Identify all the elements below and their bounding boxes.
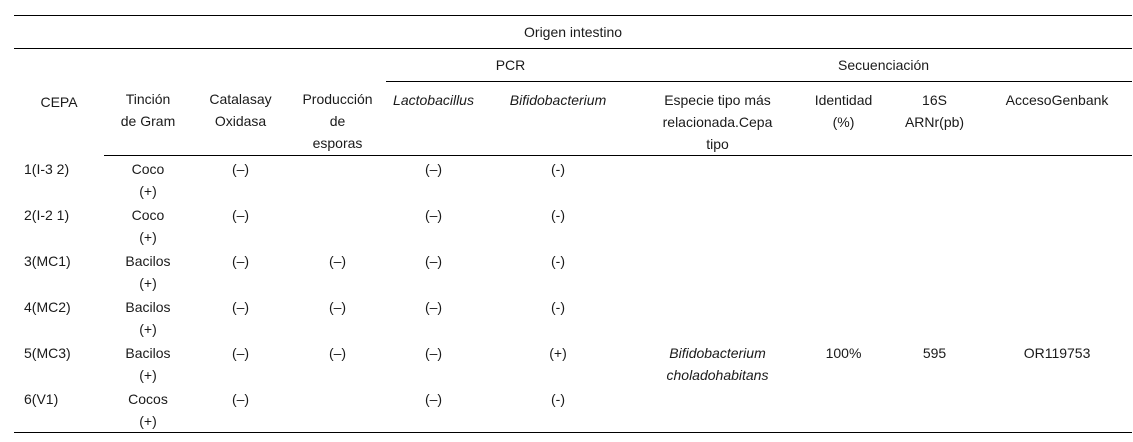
header-produccion-line1: Producción <box>302 91 373 107</box>
header-especie-line1: Especie tipo más <box>664 92 771 108</box>
gram-value: Cocos <box>128 391 168 407</box>
esporas-value: (–) <box>328 345 347 361</box>
cepa-cell <box>14 156 104 203</box>
bifido-value: (-) <box>551 391 565 407</box>
lacto-value: (–) <box>424 207 443 223</box>
header-catalasa <box>192 49 289 156</box>
gram-cell <box>104 156 192 203</box>
esporas-cell <box>289 248 386 294</box>
catalasa-cell <box>192 294 289 340</box>
identidad-cell <box>800 294 887 340</box>
cepa-value: 3(MC1) <box>24 253 71 269</box>
table-row <box>14 202 1132 248</box>
catalasa-value: (–) <box>231 391 250 407</box>
arn-cell <box>887 386 982 433</box>
cepa-value: 5(MC3) <box>24 345 71 361</box>
gram-value: (+) <box>139 229 157 245</box>
gram-cell <box>104 386 192 433</box>
catalasa-value: (–) <box>231 299 250 315</box>
esporas-cell <box>289 202 386 248</box>
lacto-cell <box>386 202 481 248</box>
table-row <box>14 340 1132 386</box>
acceso-cell <box>982 202 1132 248</box>
cepa-cell <box>14 202 104 248</box>
especie-cell <box>635 386 800 433</box>
lacto-cell <box>386 248 481 294</box>
table-row <box>14 386 1132 433</box>
especie-cell <box>635 340 800 386</box>
catalasa-cell <box>192 248 289 294</box>
esporas-cell <box>289 156 386 203</box>
gram-value: Bacilos <box>125 299 171 315</box>
gram-cell <box>104 248 192 294</box>
header-acceso: AccesoGenbank <box>982 82 1132 156</box>
especie-cell <box>635 156 800 203</box>
header-catalasa-line1: Catalasay <box>209 91 272 107</box>
gram-cell <box>104 294 192 340</box>
header-identidad-line2: (%) <box>832 114 855 130</box>
lacto-value: (–) <box>424 345 443 361</box>
lacto-value: (–) <box>424 253 443 269</box>
identidad-value: 100% <box>825 345 862 361</box>
origin-title: Origen intestino <box>14 16 1132 49</box>
header-cepa: CEPA <box>40 94 78 111</box>
acceso-value: OR119753 <box>1023 345 1091 361</box>
header-especie <box>635 82 800 156</box>
header-tincion-line1: Tinción <box>125 91 171 107</box>
bifido-cell <box>481 294 635 340</box>
header-tincion <box>104 49 192 156</box>
cepa-cell <box>14 386 104 433</box>
bifido-value: (-) <box>551 207 565 223</box>
arn-cell <box>887 294 982 340</box>
gram-value: (+) <box>139 275 157 291</box>
catalasa-value: (–) <box>231 253 250 269</box>
lacto-cell <box>386 156 481 203</box>
gram-value: Coco <box>131 161 165 177</box>
arn-cell <box>887 156 982 203</box>
gram-value: (+) <box>139 183 157 199</box>
bifido-value: (+) <box>549 345 567 361</box>
bifido-value: (-) <box>551 299 565 315</box>
especie-cell <box>635 294 800 340</box>
acceso-cell <box>982 156 1132 203</box>
header-especie-line3: tipo <box>706 136 729 152</box>
cepa-value: 6(V1) <box>24 391 59 407</box>
esporas-value: (–) <box>328 253 347 269</box>
catalasa-cell <box>192 386 289 433</box>
catalasa-cell <box>192 156 289 203</box>
catalasa-cell <box>192 340 289 386</box>
cepa-value: 1(I-3 2) <box>24 160 70 177</box>
identidad-cell <box>800 248 887 294</box>
table-row <box>14 248 1132 294</box>
header-arn-line1: 16S <box>922 92 947 108</box>
arn-cell <box>887 248 982 294</box>
especie-value: Bifidobacterium <box>669 345 766 361</box>
cepa-cell <box>14 248 104 294</box>
table-row <box>14 294 1132 340</box>
catalasa-value: (–) <box>231 207 250 223</box>
bifido-cell <box>481 340 635 386</box>
header-especie-line2: relacionada.Cepa <box>662 114 773 130</box>
especie-value: choladohabitans <box>666 367 769 383</box>
identidad-cell <box>800 202 887 248</box>
lacto-value: (–) <box>424 391 443 407</box>
header-arn-line2: ARNr(pb) <box>904 114 965 130</box>
arn-value: 595 <box>922 345 947 361</box>
group-pcr: PCR <box>386 49 635 82</box>
catalasa-cell <box>192 202 289 248</box>
esporas-cell <box>289 340 386 386</box>
esporas-value: (–) <box>328 299 347 315</box>
lacto-cell <box>386 386 481 433</box>
gram-cell <box>104 202 192 248</box>
lacto-cell <box>386 340 481 386</box>
identidad-cell <box>800 386 887 433</box>
bifido-cell <box>481 248 635 294</box>
header-produccion-line3: esporas <box>312 135 363 151</box>
catalasa-value: (–) <box>231 161 250 177</box>
header-catalasa-line2: Oxidasa <box>214 113 267 129</box>
header-produccion-line2: de <box>329 113 346 129</box>
header-bifidobacterium: Bifidobacterium <box>481 82 635 156</box>
bifido-cell <box>481 202 635 248</box>
bifido-cell <box>481 156 635 203</box>
strain-table <box>14 15 1132 433</box>
catalasa-value: (–) <box>231 345 250 361</box>
bifido-value: (-) <box>551 161 565 177</box>
header-arn <box>887 82 982 156</box>
group-row <box>14 49 1132 82</box>
gram-value: Coco <box>131 207 165 223</box>
cepa-cell <box>14 340 104 386</box>
header-identidad-line1: Identidad <box>814 92 873 108</box>
group-secuenciacion: Secuenciación <box>635 49 1132 82</box>
cepa-value: 4(MC2) <box>24 299 71 315</box>
esporas-cell <box>289 294 386 340</box>
arn-cell <box>887 202 982 248</box>
table-body <box>14 156 1132 433</box>
header-produccion <box>289 49 386 156</box>
gram-value: (+) <box>139 413 157 429</box>
especie-cell <box>635 248 800 294</box>
acceso-cell <box>982 294 1132 340</box>
lacto-value: (–) <box>424 299 443 315</box>
acceso-cell <box>982 386 1132 433</box>
arn-cell <box>887 340 982 386</box>
gram-value: (+) <box>139 367 157 383</box>
lacto-value: (–) <box>424 161 443 177</box>
esporas-cell <box>289 386 386 433</box>
lacto-cell <box>386 294 481 340</box>
header-identidad <box>800 82 887 156</box>
bifido-value: (-) <box>551 253 565 269</box>
gram-value: (+) <box>139 321 157 337</box>
gram-cell <box>104 340 192 386</box>
bifido-cell <box>481 386 635 433</box>
header-tincion-line2: de Gram <box>120 113 176 129</box>
especie-cell <box>635 202 800 248</box>
identidad-cell <box>800 156 887 203</box>
acceso-cell <box>982 340 1132 386</box>
acceso-cell <box>982 248 1132 294</box>
origin-row <box>14 16 1132 49</box>
identidad-cell <box>800 340 887 386</box>
gram-value: Bacilos <box>125 253 171 269</box>
table-row <box>14 156 1132 203</box>
cepa-value: 2(I-2 1) <box>24 207 70 223</box>
gram-value: Bacilos <box>125 345 171 361</box>
cepa-cell <box>14 294 104 340</box>
header-lactobacillus: Lactobacillus <box>386 82 481 156</box>
